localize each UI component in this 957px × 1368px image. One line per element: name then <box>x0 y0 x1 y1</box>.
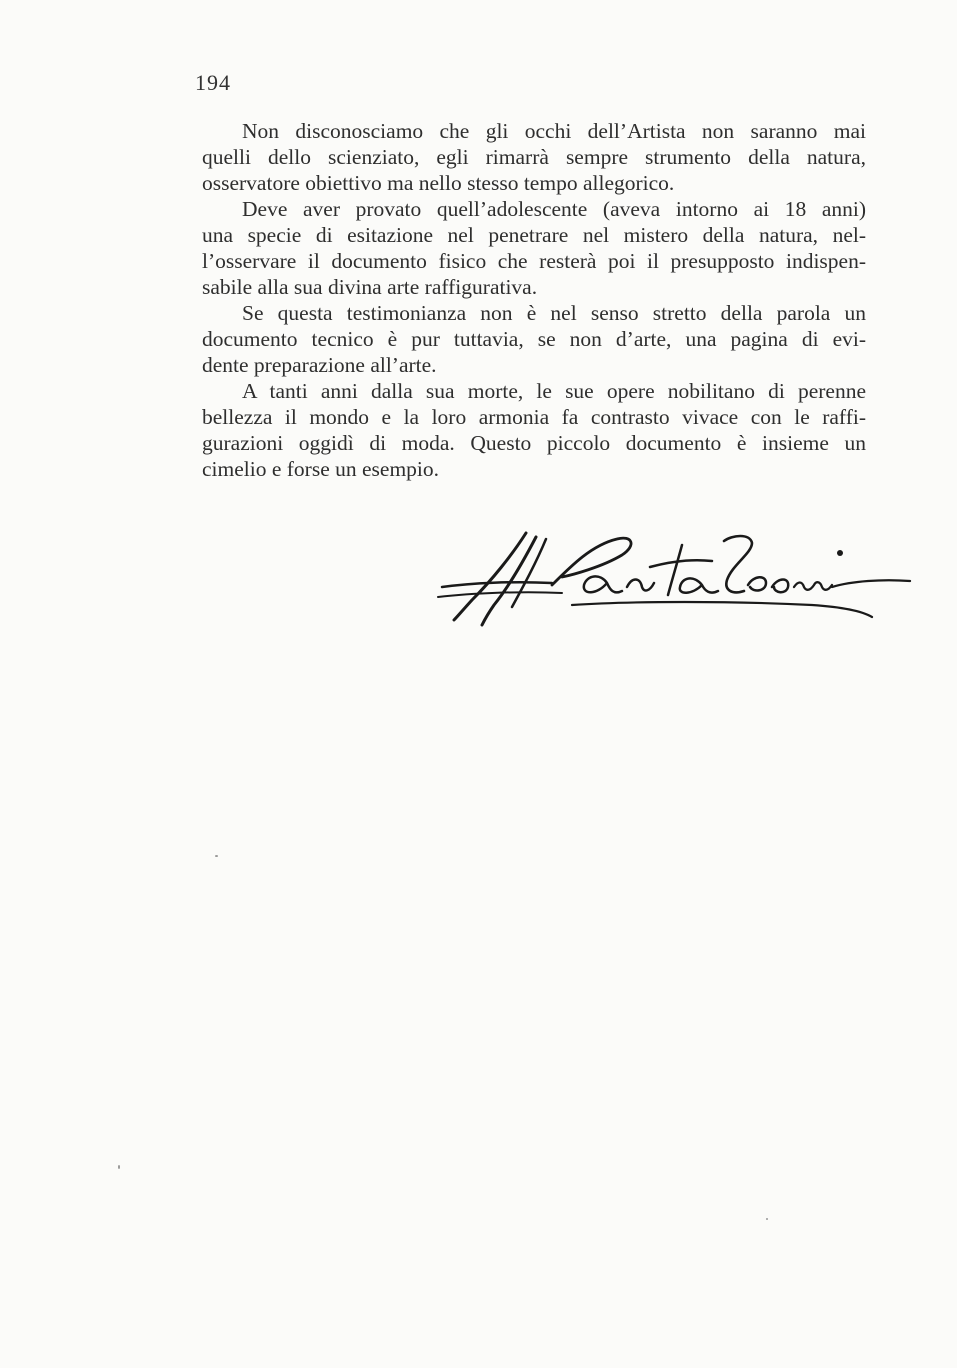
text-line: una specie di esitazione nel penetrare nel mistero della natura, nel- <box>202 223 866 247</box>
body-text <box>202 118 866 482</box>
text-line: documento tecnico è pur tuttavia, se non d’arte, una pagina di evi- <box>202 327 866 351</box>
page-number: 194 <box>195 70 231 95</box>
paper-speck <box>766 1218 768 1220</box>
text-line: l’osservare il documento fisico che resterà poi il presupposto indispen- <box>202 249 866 273</box>
text-line: Non disconosciamo che gli occhi dell’Artista non saranno mai <box>242 119 866 143</box>
text-line: osservatore obiettivo ma nello stesso tempo allegorico. <box>202 171 675 195</box>
text-line: sabile alla sua divina arte raffigurativa. <box>202 275 538 299</box>
text-line: cimelio e forse un esempio. <box>202 457 440 481</box>
handwritten-signature <box>432 525 912 630</box>
paragraph-4 <box>202 378 866 482</box>
paragraph-3 <box>202 300 866 378</box>
text-line: dente preparazione all’arte. <box>202 353 437 377</box>
text-line: Se questa testimonianza non è nel senso stretto della parola un <box>242 301 866 325</box>
paragraph-2 <box>202 196 866 300</box>
text-line: bellezza il mondo e la loro armonia fa contrasto vivace con le raffi- <box>202 405 866 429</box>
text-line: Deve aver provato quell’adolescente (aveva intorno ai 18 anni) <box>242 197 866 221</box>
paper-speck <box>118 1165 120 1169</box>
text-line: gurazioni oggidì di moda. Questo piccolo documento è insieme un <box>202 431 866 455</box>
text-line: A tanti anni dalla sua morte, le sue opere nobilitano di perenne <box>242 379 866 403</box>
text-line: quelli dello scienziato, egli rimarrà sempre strumento della natura, <box>202 145 866 169</box>
paper-speck <box>215 855 218 857</box>
paragraph-1 <box>202 118 866 196</box>
